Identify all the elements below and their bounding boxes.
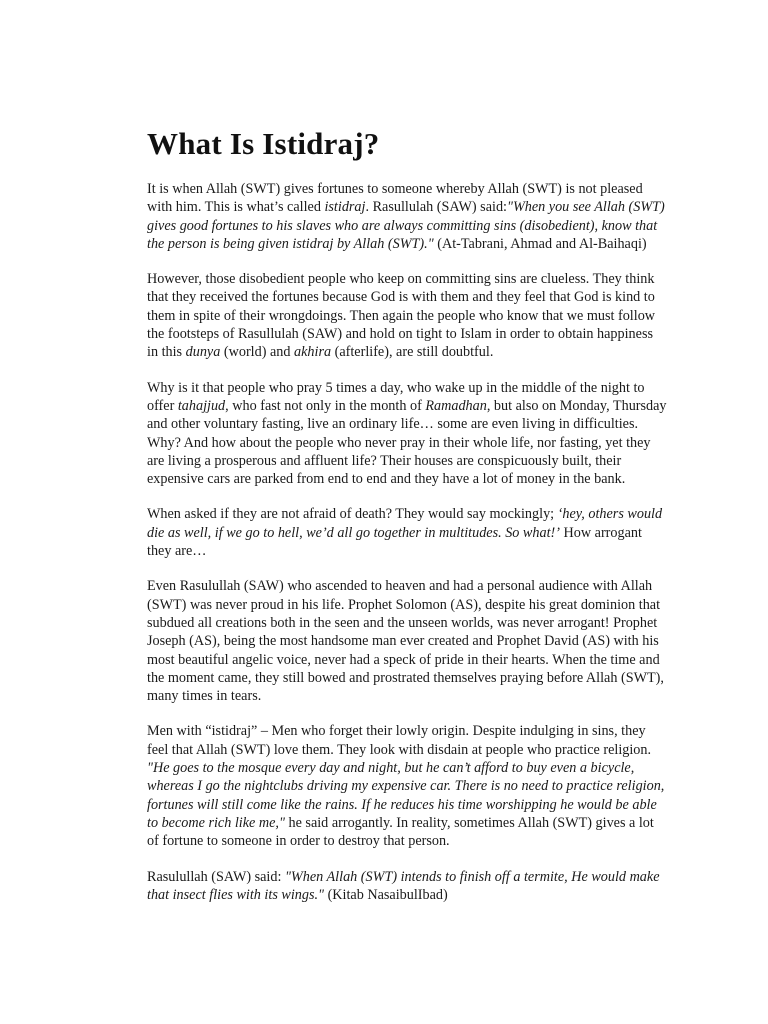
paragraph-3 bbox=[147, 379, 667, 489]
p6-text-2: he said arrogantly. In reality, sometimes Allah (SWT) gives a lot of fortune to someone in order to destroy that person. bbox=[147, 814, 654, 850]
p3-italic-1: tahajjud bbox=[177, 397, 226, 414]
p1-hadith-quote: "When you see Allah (SWT) gives good fortunes to his slaves who are always committing sins (disobedient), know that the person is being given istidraj by Allah (SWT)." bbox=[147, 199, 665, 252]
p3-text-3: , but also on Monday, Thursday and other voluntary fasting, live an ordinary life… some are even living in difficulties. Why? And how about the people who never pray in their whole life, nor fasting, yet they are living a prosperous and affluent life? Their houses are conspicuously built, their expensive cars are parked from end to end and they have a lot of money in the bank. bbox=[147, 397, 667, 488]
p7-text-2: (Kitab NasaibulIbad) bbox=[324, 886, 448, 903]
p1-text-3: (At-Tabrani, Ahmad and Al-Baihaqi) bbox=[433, 235, 647, 252]
p4-text-1: When asked if they are not afraid of death? They would say mockingly; bbox=[147, 506, 558, 523]
p6-italic-quote: "He goes to the mosque every day and night, but he can’t afford to buy even a bicycle, whereas I go the nightclubs driving my expensive car. There is no need to practice religion, fortunes will still come like the rains. If he reduces his time worshipping he would be able to become rich like me," bbox=[147, 760, 665, 831]
p3-text-2: , who fast not only in the month of bbox=[225, 397, 426, 414]
p3-text-1: Why is it that people who pray 5 times a day, who wake up in the middle of the night to offer bbox=[147, 379, 645, 414]
paragraph-4 bbox=[147, 505, 667, 560]
p2-text-2: (world) and bbox=[220, 344, 295, 361]
p2-italic-1: dunya bbox=[185, 344, 221, 361]
paragraph-7 bbox=[147, 868, 667, 905]
p3-italic-2: Ramadhan bbox=[425, 397, 487, 414]
p6-text-1: Men with “istidraj” – Men who forget their lowly origin. Despite indulging in sins, they feel that Allah (SWT) love them. They look with disdain at people who practice religion. bbox=[147, 723, 652, 758]
paragraph-2 bbox=[147, 270, 667, 361]
paragraph-1 bbox=[147, 180, 667, 253]
p4-italic-quote: ‘hey, others would die as well, if we go to hell, we’d all go together in multitudes. So what!’ bbox=[147, 506, 663, 541]
p1-text-1: It is when Allah (SWT) gives fortunes to someone whereby Allah (SWT) is not pleased with him. This is what’s called bbox=[147, 181, 643, 216]
p7-hadith-quote: "When Allah (SWT) intends to finish off a termite, He would make that insect flies with its wings." bbox=[147, 868, 660, 903]
p7-text-1: Rasulullah (SAW) said: bbox=[147, 868, 285, 885]
p4-text-2: How arrogant they are… bbox=[147, 524, 642, 560]
article-title: What Is Istidraj? bbox=[147, 126, 380, 161]
document-page bbox=[147, 126, 667, 921]
p2-text-1: However, those disobedient people who keep on committing sins are clueless. They think that they received the fortunes because God is with them and they feel that God is kind to them in spite of their wrongdoings. Then again the people who know that we must follow the footsteps of Rasullulah (SAW) and hold on tight to Islam in order to obtain happiness in this bbox=[147, 271, 656, 361]
paragraph-5: Even Rasulullah (SAW) who ascended to heaven and had a personal audience with Allah (SWT) was never proud in his life. Prophet Solomon (AS), despite his great dominion that subdued all creations both in the seen and the unseen worlds, was never arrogant! Prophet Joseph (AS), being the most handsome man ever created and Prophet David (AS) with his most beautiful angelic voice, never had a speck of pride in their hearts. When the time and the moment came, they still bowed and prostrated themselves praying before Allah (SWT), many times in tears. bbox=[147, 578, 664, 705]
paragraph-6 bbox=[147, 722, 667, 850]
p2-italic-2: akhira bbox=[294, 344, 332, 361]
p1-text-2: . Rasullulah (SAW) said: bbox=[365, 199, 507, 216]
p1-italic-1: istidraj bbox=[324, 199, 366, 216]
p2-text-3: (afterlife), are still doubtful. bbox=[331, 344, 494, 361]
